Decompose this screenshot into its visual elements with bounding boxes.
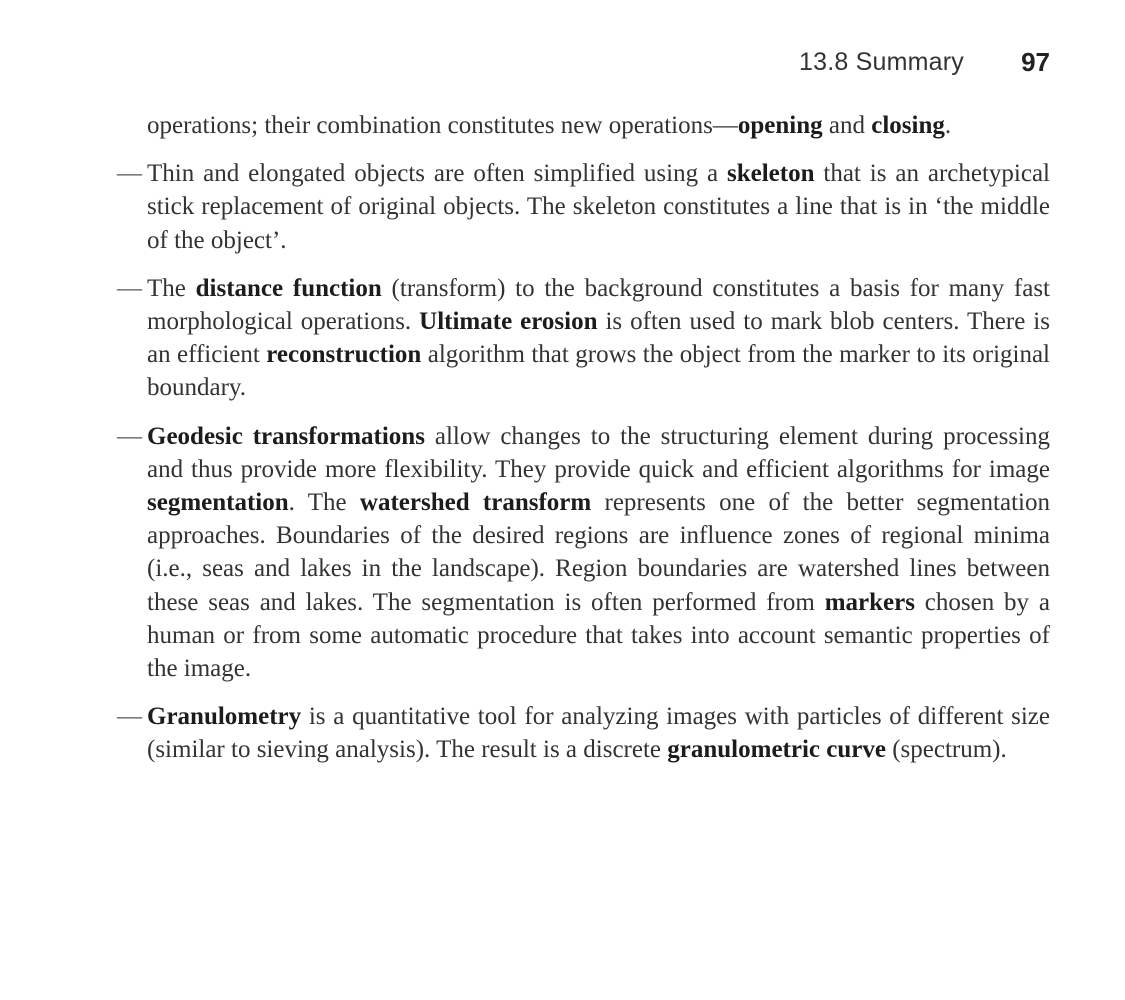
continuation-paragraph (147, 109, 1050, 142)
text-run: that is an archetypical stick replacement of original objects. The skeleton constitutes a line that is in ‘the middle of the object’. (147, 160, 1051, 254)
term-markers: markers (824, 588, 915, 616)
term-watershed-transform: watershed transform (359, 489, 592, 517)
text-run: . (944, 112, 952, 139)
text-run: and (822, 112, 872, 139)
text-run: allow changes to the structuring element during processing and thus provide more flexibility. They provide quick and efficient algorithms for image (147, 422, 1050, 483)
text-run: represents one of the better segmentation approaches. Boundaries of the desired regions are influence zones of regional minima (i.e., seas and lakes in the landscape). Region boundaries are watershed lines between these seas and lakes. The segmentation is often performed from (147, 489, 1050, 616)
text-run: (spectrum). (885, 736, 1007, 764)
text-run: chosen by a human or from some automatic procedure that takes into account semantic properties of the image. (147, 588, 1050, 683)
list-item-skeleton (117, 157, 1051, 257)
text-run: is a quantitative tool for analyzing images with particles of different size (similar to sieving analysis). The result is a discrete (147, 703, 1050, 764)
text-run: is often used to mark blob centers. There is an efficient (147, 308, 1050, 369)
term-closing: closing (871, 112, 945, 139)
bullet-dash: — (117, 160, 142, 188)
section-title: 13.8 Summary (799, 48, 964, 76)
text-run: algorithm that grows the object from the marker to its original boundary. (147, 341, 1051, 402)
bullet-dash: — (117, 422, 142, 450)
text-run: operations; their combination constitutes new operations— (147, 112, 738, 139)
term-granulometric-curve: granulometric curve (667, 736, 886, 764)
term-skeleton: skeleton (726, 160, 815, 188)
text-run: (transform) to the background constitutes a basis for many fast morphological operations. (147, 274, 1051, 336)
running-header (0, 46, 1050, 82)
text-run: The (147, 274, 196, 302)
term-granulometry: Granulometry (147, 703, 302, 731)
term-reconstruction: reconstruction (266, 341, 422, 369)
term-ultimate-erosion: Ultimate erosion (419, 308, 598, 336)
summary-body (117, 109, 1051, 782)
bullet-dash: — (117, 274, 142, 302)
list-item-distance-function (117, 272, 1051, 405)
list-item-granulometry (117, 700, 1050, 766)
bullet-dash: — (117, 703, 142, 731)
term-geodesic-transformations: Geodesic transformations (147, 422, 425, 450)
page-number: 97 (1021, 47, 1050, 77)
text-run: Thin and elongated objects are often simplified using a (147, 160, 727, 188)
term-opening: opening (737, 112, 823, 139)
term-segmentation: segmentation (147, 489, 289, 517)
list-item-geodesic (117, 420, 1050, 686)
term-distance-function: distance function (195, 274, 382, 302)
text-run: . The (288, 489, 360, 517)
